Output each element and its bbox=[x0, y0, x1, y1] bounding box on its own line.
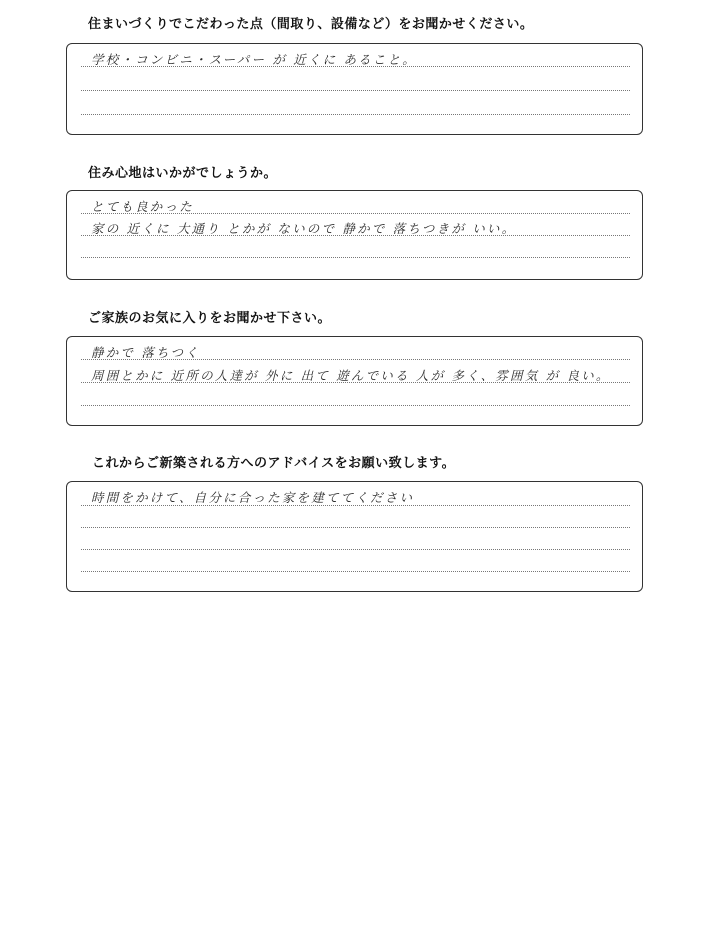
ruled-line bbox=[81, 571, 630, 572]
answer-4-line-1: 時間をかけて、自分に合った家を建ててください bbox=[91, 490, 415, 505]
answer-3-line-1: 静かで 落ちつく bbox=[91, 345, 200, 360]
ruled-line bbox=[81, 235, 630, 236]
ruled-line bbox=[81, 213, 630, 214]
ruled-line bbox=[81, 257, 630, 258]
answer-box-4 bbox=[66, 481, 643, 592]
ruled-line bbox=[81, 90, 630, 91]
answer-2-line-2: 家の 近くに 大通り とかが ないので 静かで 落ちつきが いい。 bbox=[91, 221, 517, 236]
ruled-line bbox=[81, 382, 630, 383]
answer-1-line-1: 学校・コンビニ・スーパー が 近くに あること。 bbox=[91, 52, 417, 67]
question-1-text: 住まいづくりでこだわった点（間取り、設備など）をお聞かせください。 bbox=[88, 17, 534, 32]
answer-box-2 bbox=[66, 190, 643, 280]
question-3-text: ご家族のお気に入りをお聞かせ下さい。 bbox=[88, 311, 332, 326]
ruled-line bbox=[81, 505, 630, 506]
answer-box-3 bbox=[66, 336, 643, 426]
question-2-text: 住み心地はいかがでしょうか。 bbox=[88, 166, 278, 181]
ruled-line bbox=[81, 405, 630, 406]
ruled-line bbox=[81, 549, 630, 550]
ruled-line bbox=[81, 527, 630, 528]
ruled-line bbox=[81, 66, 630, 67]
answer-box-1 bbox=[66, 43, 643, 135]
answer-2-line-1: とても良かった bbox=[91, 199, 194, 214]
ruled-line bbox=[81, 114, 630, 115]
ruled-line bbox=[81, 359, 630, 360]
question-4-text: これからご新築される方へのアドバイスをお願い致します。 bbox=[92, 456, 456, 471]
answer-3-line-2: 周囲とかに 近所の人達が 外に 出て 遊んでいる 人が 多く、雰囲気 が 良い。 bbox=[91, 368, 611, 383]
